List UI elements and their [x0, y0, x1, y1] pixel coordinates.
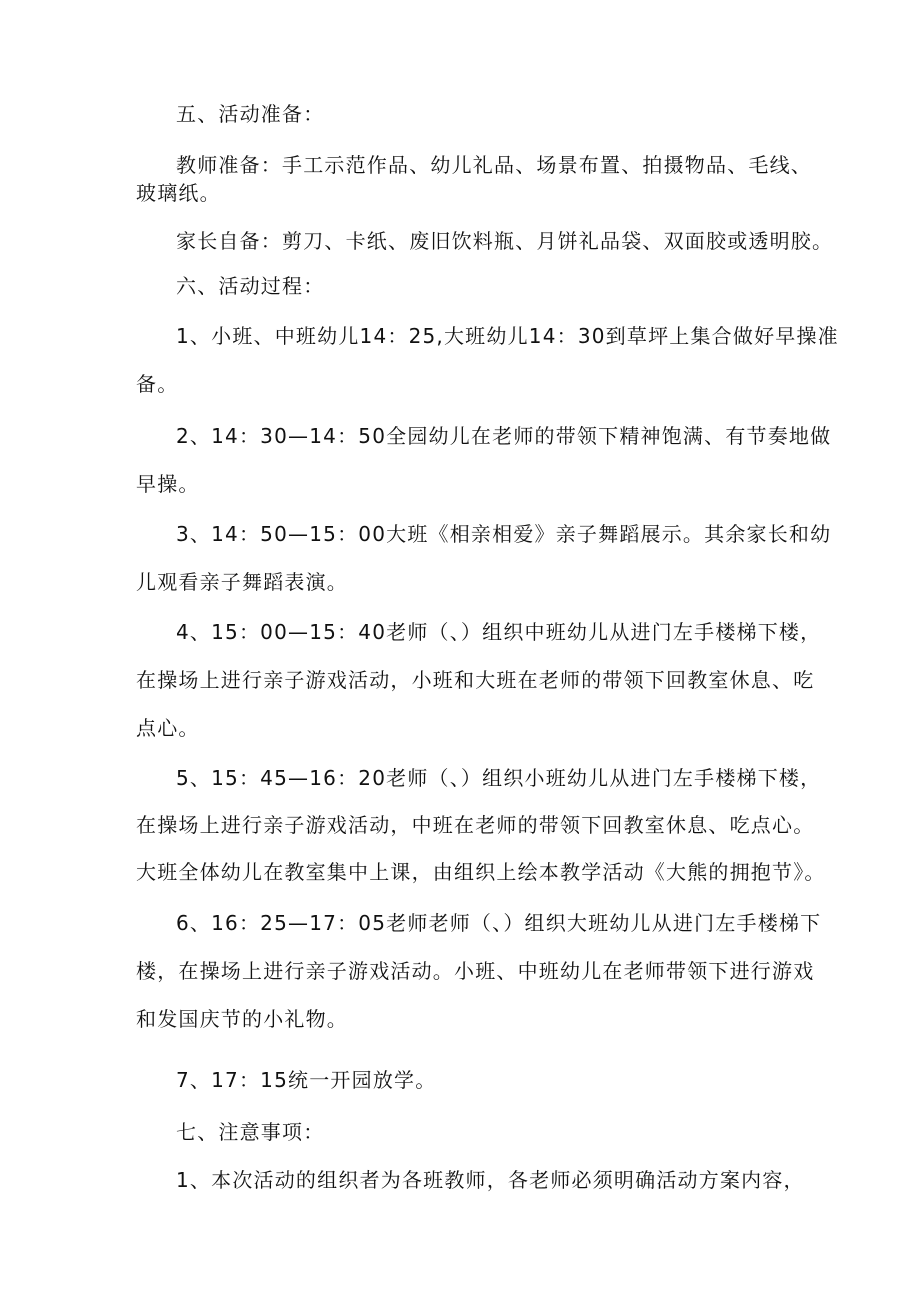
process-item-6-cont2: 和发国庆节的小礼物。	[136, 1007, 348, 1031]
teacher-preparation-text-cont: 玻璃纸。	[136, 181, 221, 205]
process-item-5-cont: 在操场上进行亲子游戏活动，中班在老师的带领下回教室休息、吃点心。	[136, 813, 815, 837]
process-item-5-cont2: 大班全体幼儿在教室集中上课，由组织上绘本教学活动《大熊的拥抱节》。	[136, 860, 826, 884]
section-heading-process: 六、活动过程：	[176, 274, 325, 298]
process-item-5: 5、15：45—16：20老师（、）组织小班幼儿从进门左手楼梯下楼，	[176, 766, 822, 790]
process-item-3-cont: 儿观看亲子舞蹈表演。	[136, 570, 348, 594]
process-item-4: 4、15：00—15：40老师（、）组织中班幼儿从进门左手楼梯下楼，	[176, 620, 822, 644]
process-item-4-cont2: 点心。	[136, 716, 200, 740]
notes-item-1: 1、本次活动的组织者为各班教师，各老师必须明确活动方案内容，	[176, 1168, 805, 1192]
process-item-2: 2、14：30—14：50全园幼儿在老师的带领下精神饱满、有节奏地做	[176, 424, 832, 448]
process-item-4-cont: 在操场上进行亲子游戏活动，小班和大班在老师的带领下回教室休息、吃	[136, 668, 815, 692]
process-item-1-cont: 备。	[136, 372, 179, 396]
section-heading-preparation: 五、活动准备：	[176, 102, 325, 126]
teacher-preparation-text: 教师准备：手工示范作品、幼儿礼品、场景布置、拍摄物品、毛线、	[176, 153, 812, 177]
process-item-1: 1、小班、中班幼儿14：25,大班幼儿14：30到草坪上集合做好早操准	[176, 324, 839, 348]
parent-preparation-text: 家长自备：剪刀、卡纸、废旧饮料瓶、月饼礼品袋、双面胶或透明胶。	[176, 229, 834, 253]
process-item-6-cont: 楼，在操场上进行亲子游戏活动。小班、中班幼儿在老师带领下进行游戏	[136, 959, 815, 983]
process-item-7: 7、17：15统一开园放学。	[176, 1068, 437, 1092]
process-item-2-cont: 早操。	[136, 472, 200, 496]
process-item-3: 3、14：50—15：00大班《相亲相爱》亲子舞蹈展示。其余家长和幼	[176, 522, 832, 546]
process-item-6: 6、16：25—17：05老师老师（、）组织大班幼儿从进门左手楼梯下	[176, 911, 822, 935]
section-heading-notes: 七、注意事项：	[176, 1120, 325, 1144]
